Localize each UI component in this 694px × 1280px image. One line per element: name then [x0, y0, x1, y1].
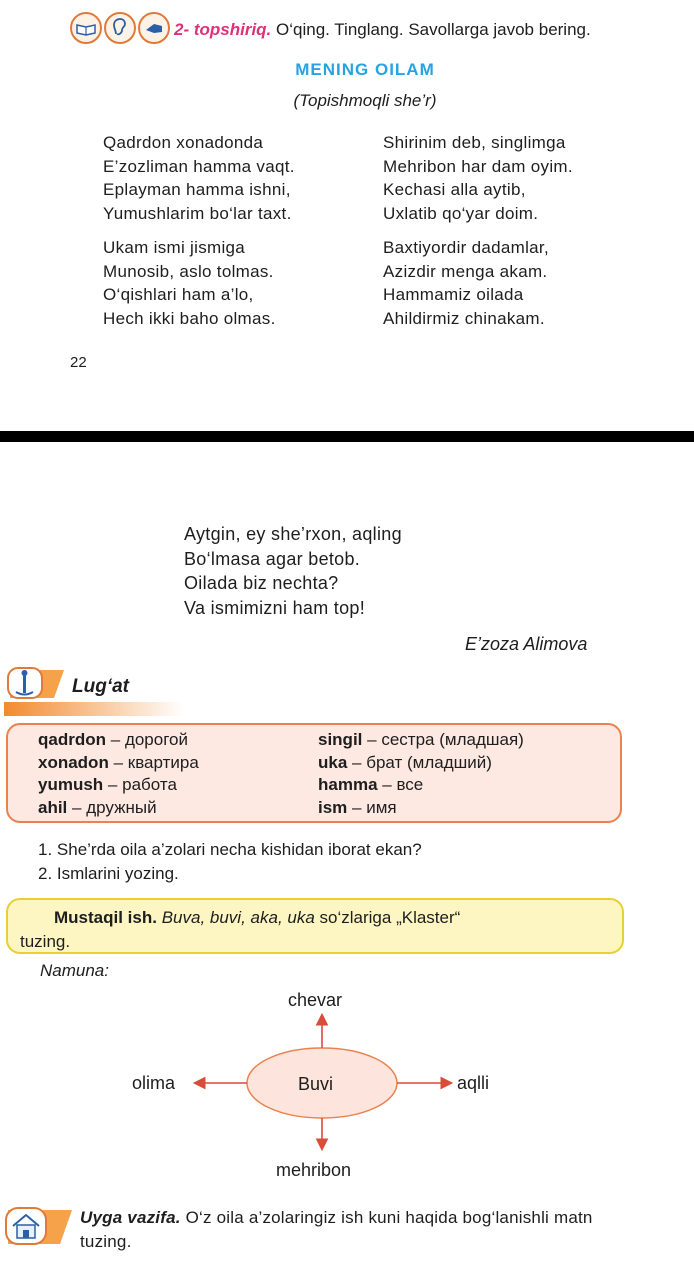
- poem-subtitle: (Topishmoqli she’r): [293, 91, 437, 110]
- cluster-right-word: aqlli: [457, 1073, 490, 1093]
- cluster-top-word: chevar: [288, 990, 343, 1010]
- page-number: 22: [70, 354, 87, 371]
- cluster-bottom-word: mehribon: [276, 1160, 352, 1180]
- vocab-entry: xonadon – квартира: [38, 752, 199, 772]
- namuna-label: Namuna:: [40, 961, 109, 980]
- vocab-entry: qadrdon – дорогой: [38, 730, 188, 749]
- poem-line: Ahildirmiz chinakam.: [383, 308, 545, 328]
- vocab-entry: yumush – работа: [38, 775, 177, 794]
- mustaqil-label: Mustaqil ish.: [54, 908, 157, 927]
- poem-line: Baxtiyordir dadamlar,: [383, 238, 549, 257]
- cluster-diagram: [0, 980, 694, 1190]
- stanza-1: [103, 131, 295, 225]
- vocab-entry: uka – брат (младший): [318, 752, 492, 772]
- homework-house-icon: [4, 1200, 74, 1248]
- vocabulary-right-column: [318, 729, 524, 819]
- read-book-icon: [70, 12, 102, 44]
- listen-ear-icon: [104, 12, 136, 44]
- poem-line: Eplayman hamma ishni,: [103, 180, 291, 199]
- question-item: 2. Ismlarini yozing.: [38, 863, 179, 883]
- homework-task: O‘z oila a’zolaringiz ish kuni haqida bog‘lanishli matn tuzing.: [80, 1208, 593, 1251]
- speak-hand-icon: [138, 12, 170, 44]
- poem-line: Bo‘lmasa agar betob.: [184, 548, 361, 569]
- poem-line: Aytgin, ey she’rxon, aqling: [184, 524, 402, 544]
- poem-line: O‘qishlari ham a’lo,: [103, 285, 254, 304]
- lugat-title: Lug‘at: [72, 676, 129, 697]
- task-header: [174, 20, 591, 40]
- mustaqil-rest-2: tuzing.: [20, 931, 71, 951]
- homework-label: Uyga vazifa.: [80, 1208, 181, 1227]
- cluster-left-word: olima: [132, 1073, 176, 1093]
- independent-task-box: [6, 898, 624, 954]
- poem-line: Hammamiz oilada: [383, 285, 524, 304]
- poem-author: E’zoza Alimova: [465, 634, 588, 654]
- poem-line: Azizdir menga akam.: [383, 261, 548, 281]
- page-divider: [0, 431, 694, 442]
- questions-list: [38, 838, 422, 885]
- poem-line: Ukam ismi jismiga: [103, 238, 246, 257]
- poem-line: Mehribon har dam oyim.: [383, 156, 573, 176]
- vocab-entry: ahil – дружный: [38, 797, 157, 817]
- poem-line: E’zozliman hamma vaqt.: [103, 156, 295, 176]
- question-item: 1. She’rda oila a’zolari necha kishidan iborat ekan?: [38, 840, 422, 859]
- poem-line: Qadrdon xonadonda: [103, 133, 264, 152]
- mustaqil-words: Buva, buvi, aka, uka: [161, 908, 315, 927]
- poem-line: Yumushlarim bo‘lar taxt.: [103, 203, 292, 223]
- poem-line: Uxlatib qo‘yar doim.: [383, 203, 539, 223]
- cluster-center-word: Buvi: [298, 1074, 334, 1094]
- task-instruction: O‘qing. Tinglang. Savollarga javob bering.: [276, 20, 591, 39]
- mustaqil-rest: so‘zlariga „Klaster“: [319, 908, 461, 927]
- poem-line: Hech ikki baho olmas.: [103, 308, 276, 328]
- poem-line: Shirinim deb, singlimga: [383, 133, 566, 152]
- stanza-3: [103, 236, 276, 330]
- dictionary-icon: [6, 664, 66, 700]
- vocabulary-left-column: [38, 729, 199, 819]
- poem-line: Oilada biz nechta?: [184, 573, 339, 593]
- vocab-entry: ism – имя: [318, 797, 397, 817]
- task-icons: [70, 12, 170, 44]
- task-label: 2- topshiriq.: [174, 20, 272, 39]
- poem-line: Kechasi alla aytib,: [383, 180, 526, 199]
- homework-text: [80, 1206, 624, 1253]
- poem-line: Va ismimizni ham top!: [184, 597, 366, 618]
- vocab-entry: hamma – все: [318, 775, 424, 794]
- stanza-4: [383, 236, 549, 330]
- lugat-underline: [4, 702, 184, 716]
- stanza-2: [383, 131, 573, 225]
- stanza-5: [184, 522, 402, 620]
- vocab-entry: singil – сестра (младшая): [318, 730, 524, 749]
- poem-line: Munosib, aslo tolmas.: [103, 261, 274, 281]
- poem-title: MENING OILAM: [295, 60, 435, 79]
